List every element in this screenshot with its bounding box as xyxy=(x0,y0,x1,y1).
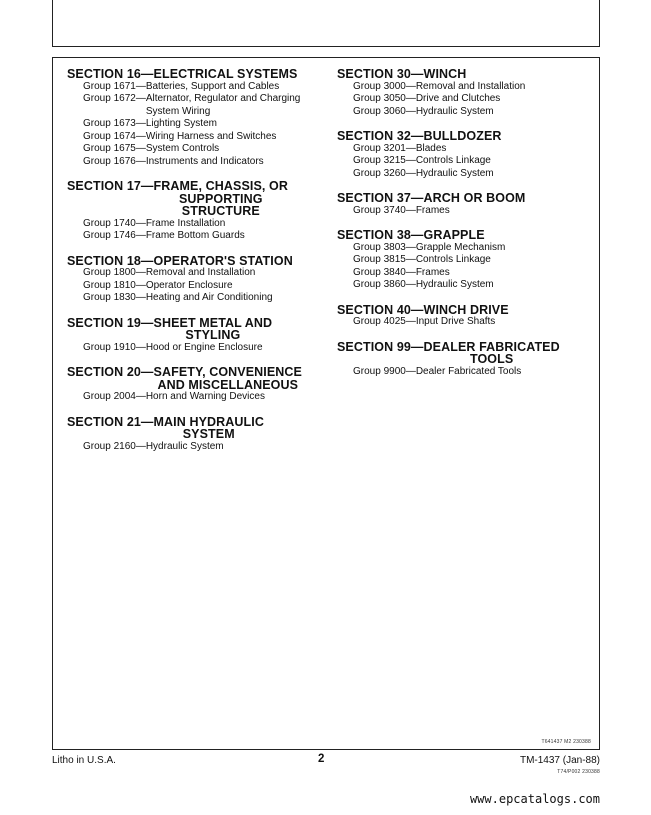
section-40 xyxy=(337,304,587,329)
group-entry: Group 2160— Hydraulic System xyxy=(83,440,224,452)
section-title: SECTION 37— ARCH OR BOOM xyxy=(337,191,526,205)
section-title: SECTION 32— BULLDOZER xyxy=(337,129,502,143)
top-frame-box xyxy=(52,0,600,47)
section-title: SECTION 19— SHEET METAL AND STYLING xyxy=(67,315,273,342)
group-entry: Group 3050— Drive and Clutches xyxy=(353,93,501,104)
page-number: 2 xyxy=(318,753,325,765)
section-32 xyxy=(337,130,587,180)
section-99 xyxy=(337,341,587,379)
group-entry: Group 1672— Alternator, Regulator and Charging System Wiring xyxy=(83,93,301,117)
group-entry: Group 9900— Dealer Fabricated Tools xyxy=(353,365,522,377)
print-code-bottom: T74/P002 230388 xyxy=(557,769,600,775)
group-entry: Group 1740— Frame Installation xyxy=(83,217,226,229)
section-30 xyxy=(337,68,587,118)
section-title: SECTION 40— WINCH DRIVE xyxy=(337,302,509,317)
group-entry: Group 1674— Wiring Harness and Switches xyxy=(83,130,277,142)
group-entry: Group 3740— Frames xyxy=(353,204,450,216)
group-entry: Group 3215— Controls Linkage xyxy=(353,155,491,166)
section-title: SECTION 17— FRAME, CHASSIS, OR SUPPORTING STRUCTURE xyxy=(67,179,288,218)
group-entry: Group 1675— System Controls xyxy=(83,143,220,154)
section-title: SECTION 38— GRAPPLE xyxy=(337,228,485,242)
group-entry: Group 3840— Frames xyxy=(353,266,450,278)
group-entry: Group 1830— Heating and Air Conditioning xyxy=(83,292,273,303)
section-title: SECTION 20— SAFETY, CONVENIENCE AND MISCELLANEOUS xyxy=(67,365,302,392)
group-entry: Group 3860— Hydraulic System xyxy=(353,279,494,290)
section-title: SECTION 99— DEALER FABRICATED TOOLS xyxy=(337,339,560,366)
group-entry: Group 3060— Hydraulic System xyxy=(353,105,494,117)
group-entry: Group 1910— Hood or Engine Enclosure xyxy=(83,341,263,353)
group-entry: Group 1676— Instruments and Indicators xyxy=(83,155,264,167)
left-column xyxy=(67,68,329,465)
group-entry: Group 3000— Removal and Installation xyxy=(353,80,526,92)
section-17 xyxy=(67,180,329,243)
right-column xyxy=(337,68,587,390)
group-entry: Group 1746— Frame Bottom Guards xyxy=(83,230,245,241)
group-entry: Group 3803— Grapple Mechanism xyxy=(353,241,506,253)
group-entry: Group 3201— Blades xyxy=(353,142,447,154)
group-entry: Group 1810— Operator Enclosure xyxy=(83,279,233,291)
section-21 xyxy=(67,416,329,454)
group-entry: Group 1671— Batteries, Support and Cables xyxy=(83,80,280,92)
section-38 xyxy=(337,229,587,292)
section-title: SECTION 16— ELECTRICAL SYSTEMS xyxy=(67,67,298,81)
group-entry: Group 2004— Horn and Warning Devices xyxy=(83,391,265,402)
group-entry: Group 4025— Input Drive Shafts xyxy=(353,316,496,327)
litho-note: Litho in U.S.A. xyxy=(52,755,116,766)
section-19 xyxy=(67,317,329,355)
section-title: SECTION 18— OPERATOR'S STATION xyxy=(67,253,293,268)
section-title: SECTION 21— MAIN HYDRAULIC SYSTEM xyxy=(67,414,264,441)
section-16 xyxy=(67,68,329,168)
print-code-top: T641437 M2 230388 xyxy=(541,739,591,745)
group-entry: Group 3815— Controls Linkage xyxy=(353,254,491,265)
watermark-url: www.epcatalogs.com xyxy=(469,792,600,806)
section-18 xyxy=(67,255,329,305)
section-title: SECTION 30— WINCH xyxy=(337,67,467,81)
manual-id: TM-1437 (Jan-88) xyxy=(519,755,600,766)
section-20 xyxy=(67,366,329,404)
group-entry: Group 1800— Removal and Installation xyxy=(83,267,256,278)
group-entry: Group 3260— Hydraulic System xyxy=(353,167,494,179)
group-entry: Group 1673— Lighting System xyxy=(83,118,217,129)
section-37 xyxy=(337,192,587,217)
